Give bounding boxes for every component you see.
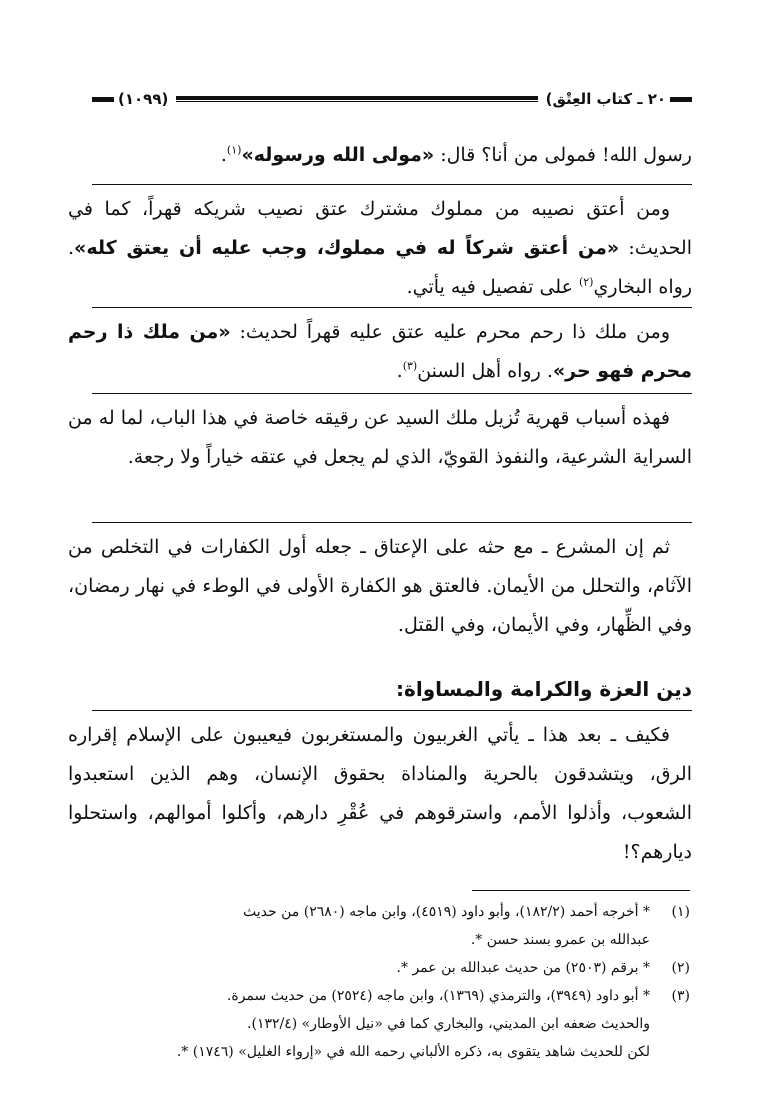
header-rule-middle	[176, 96, 537, 102]
page-number: (١٠٩٩)	[118, 90, 169, 108]
footnote-ref-3: (٣)	[402, 359, 418, 373]
text-block-3	[68, 313, 692, 391]
footnote-body	[64, 898, 650, 954]
hadith-quote: «من أعتق شركاً له في مملوك، وجب عليه أن يعتق كله»	[74, 237, 620, 259]
footnote-ref-1: (١)	[226, 143, 242, 157]
section-divider	[92, 393, 692, 394]
footnote-number: (٣)	[671, 988, 690, 1004]
header-rule-left	[92, 97, 114, 102]
hadith-quote: «من ملك ذا رحم محرم فهو حر»	[68, 321, 692, 382]
paragraph-4: ثم إن المشرع ـ مع حثه على الإعتاق ـ جعله أول الكفارات في التخلص من الآثام، والتحلل من الأيمان. فالعتق هو الكفارة الأولى في الوطء في نهار رمضان، وفي الظِّهار، وفي الأيمان، وفي القتل.	[68, 536, 692, 636]
footnote-1	[64, 898, 690, 954]
text-block-2	[68, 190, 692, 307]
section-divider	[92, 307, 692, 308]
footnote-line: * برقم (٢٥٠٣) من حديث عبدالله بن عمر *.	[396, 960, 650, 976]
footnotes	[64, 898, 690, 1066]
paragraph-0-end: .	[220, 144, 227, 166]
footnote-line: والحديث ضعفه ابن المديني، والبخاري كما في «نيل الأوطار» (١٣٢/٤).	[247, 1016, 650, 1032]
chapter-title: ٢٠ ـ كتاب العِتْق)	[545, 90, 666, 108]
footnote-line: عبدالله بن عمرو بسند حسن *.	[470, 932, 650, 948]
hadith-quote: «مولى الله ورسوله»	[241, 144, 435, 166]
footnote-number: (١)	[671, 904, 690, 920]
paragraph-2-text: ومن ملك ذا رحم محرم عليه عتق عليه قهراً لحديث:	[230, 321, 670, 343]
running-header	[92, 86, 692, 112]
paragraph-0-text: رسول الله! فمولى من أنا؟ قال:	[434, 144, 692, 166]
paragraph-1	[68, 190, 692, 307]
text-block-1	[68, 136, 692, 175]
text-block-6	[68, 716, 692, 872]
footnote-body	[64, 954, 650, 982]
text-block-5	[68, 528, 692, 645]
paragraph-0	[68, 136, 692, 175]
footnote-line: * أبو داود (٣٩٤٩)، والترمذي (١٣٦٩)، وابن ماجه (٢٥٢٤) من حديث سمرة.	[226, 988, 650, 1004]
footnote-separator	[472, 890, 690, 891]
section-divider	[92, 710, 692, 711]
footnote-line: لكن للحديث شاهد يتقوى به، ذكره الألباني رحمه الله في «إرواء الغليل» (١٧٤٦) *.	[176, 1044, 650, 1060]
section-divider	[92, 184, 692, 185]
footnote-number: (٢)	[671, 960, 690, 976]
header-rule-right	[670, 97, 692, 102]
paragraph-1-text: ومن أعتق نصيبه من مملوك مشترك عتق نصيب شريكه قهراً، كما في الحديث:	[68, 198, 692, 259]
text-block-4	[68, 399, 692, 477]
paragraph-2	[68, 313, 692, 391]
footnote-3	[64, 982, 690, 1066]
section-heading: دين العزة والكرامة والمساواة:	[396, 677, 692, 701]
paragraph-3: فهذه أسباب قهرية تُزيل ملك السيد عن رقيقه خاصة في هذا الباب، لما له من السراية الشرعية، والنفوذ القويّ، الذي لم يجعل في عتقه خياراً ولا رجعة.	[68, 407, 692, 468]
footnote-ref-2: (٢)	[578, 275, 594, 289]
footnote-body	[64, 982, 650, 1066]
paragraph-1-end: على تفصيل فيه يأتي.	[406, 276, 579, 298]
section-divider	[92, 522, 692, 523]
paragraph-2-end: .	[396, 360, 403, 382]
paragraph-1-mid: . رواه البخاري	[68, 237, 692, 298]
paragraph-2-mid: . رواه أهل السنن	[417, 360, 553, 382]
paragraph-5: فكيف ـ بعد هذا ـ يأتي الغربيون والمستغربون فيعيبون على الإسلام إقراره الرق، ويتشدقون بالحرية والمناداة بحقوق الإنسان، وهم الذين استعبدوا الشعوب، وأذلوا الأمم، واسترقوهم في عُقْرِ دارهم، وأكلوا أموالهم، واستحلوا ديارهم؟!	[68, 724, 692, 863]
footnote-line: * أخرجه أحمد (١٨٢/٢)، وأبو داود (٤٥١٩)، وابن ماجه (٢٦٨٠) من حديث	[243, 904, 650, 920]
footnote-2	[64, 954, 690, 982]
